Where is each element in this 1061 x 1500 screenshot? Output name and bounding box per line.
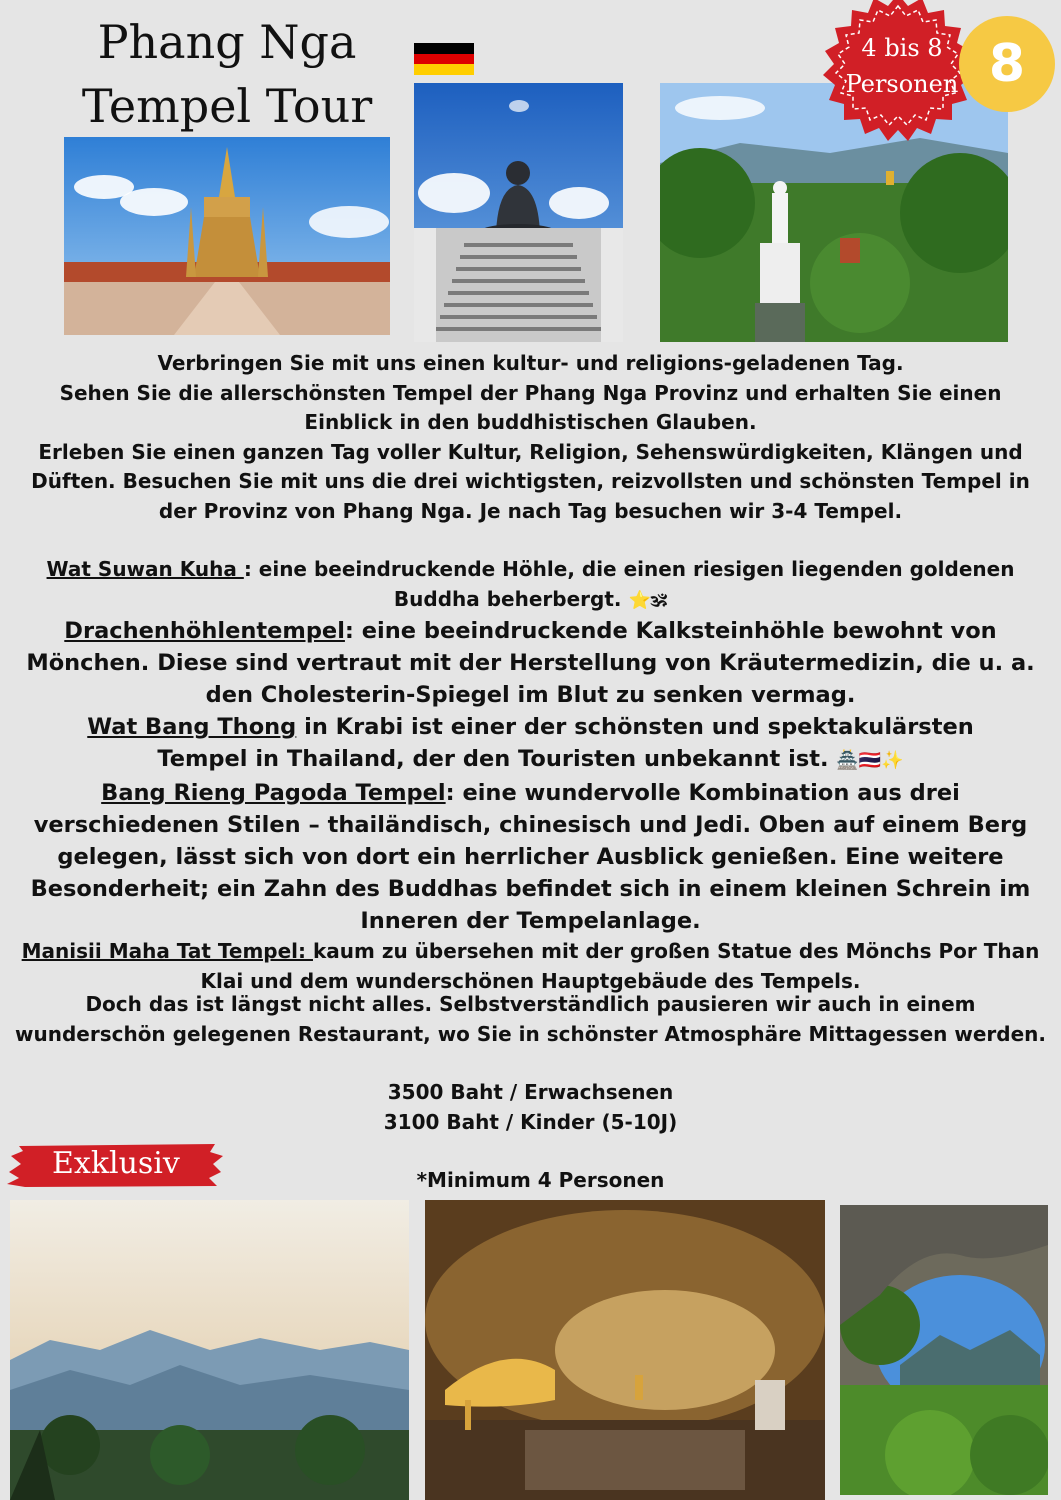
closing-text: Doch das ist längst nicht alles. Selbstverständlich pausieren wir auch in einem wunderschön gelegenen Restaurant, wo Sie in schönster Atmosphäre Mittagessen werden. — [15, 992, 1046, 1046]
mountain-view-photo — [10, 1200, 409, 1500]
price-list — [10, 1078, 1051, 1137]
monk-statue-photo — [414, 83, 623, 342]
temple-item — [10, 711, 1051, 777]
intro-line1: Verbringen Sie mit uns einen kultur- und religions-geladenen Tag. — [157, 351, 904, 375]
star-om-emoji-icon: ⭐🕉 — [628, 589, 668, 611]
temple-item — [10, 615, 1051, 711]
temple-name: Bang Rieng Pagoda Tempel — [101, 780, 446, 806]
intro-line3: Erleben Sie einen ganzen Tag voller Kultur, Religion, Sehenswürdigkeiten, Klängen und Düften. Besuchen Sie mit uns die drei wichtigsten, reizvollsten und schönsten Tempel in der Provinz von Phang Nga. Je nach Tag besuchen wir 3-4 Tempel. — [31, 439, 1030, 523]
temple-description: : eine beeindruckende Kalksteinhöhle bewohnt von Mönchen. Diese sind vertraut mit der Herstellung von Kräutermedizin, die u. a. den Cholesterin-Spiegel im Blut zu senken vermag. — [26, 618, 1035, 708]
temple-description: kaum zu übersehen mit der großen Statue des Mönchs Por Than Klai und dem wunderschönen Hauptgebäude des Tempels. — [200, 939, 1040, 993]
temple-name: Wat Bang Thong — [87, 714, 297, 740]
germany-flag-icon — [414, 43, 474, 75]
intro-line2: Sehen Sie die allerschönsten Tempel der Phang Nga Provinz und erhalten Sie einen Einblick in den buddhistischen Glauben. — [59, 380, 1002, 434]
price-children: 3100 Baht / Kinder (5-10J) — [383, 1109, 678, 1134]
tour-number-badge: 8 — [959, 16, 1055, 112]
cave-buddha-photo — [425, 1200, 825, 1500]
group-size-badge — [818, 0, 978, 152]
group-size-line2: Personen — [845, 70, 959, 98]
temple-description: : eine wundervolle Kombination aus drei verschiedenen Stilen – thailändisch, chinesisch und Jedi. Oben auf einem Berg gelegen, lässt sich von dort ein herrlicher Ausblick genießen. Eine weitere Besonderheit; ein Zahn des Buddhas befindet sich in einem kleinen Schrein im Inneren der Tempelanlage. — [30, 780, 1031, 934]
group-size-line1: 4 bis 8 — [861, 34, 943, 62]
page-title: Phang Nga Tempel Tour — [81, 15, 373, 133]
temple-name: Wat Suwan Kuha — [46, 557, 244, 581]
price-adults: 3500 Baht / Erwachsenen — [387, 1080, 674, 1104]
cave-opening-photo — [840, 1205, 1048, 1495]
temple-item — [10, 937, 1051, 996]
temple-name: Manisii Maha Tat Tempel: — [21, 939, 313, 963]
pagoda-photo — [64, 137, 390, 335]
temple-item — [10, 777, 1051, 937]
temple-description: in Krabi ist einer der schönsten und spektakulärsten Tempel in Thailand, der den Touristen unbekannt ist. — [157, 714, 974, 772]
exklusiv-ribbon — [5, 1140, 227, 1190]
temple-description: : eine beeindruckende Höhle, die einen riesigen liegenden goldenen Buddha beherbergt. — [243, 557, 1015, 611]
temple-list — [10, 555, 1051, 996]
minimum-persons: *Minimum 4 Personen — [416, 1168, 665, 1192]
temple-name: Drachenhöhlentempel — [64, 618, 345, 644]
temple-thai-flag-sparkles-emoji-icon: 🏯🇹🇭✨ — [836, 750, 904, 771]
temple-item — [10, 555, 1051, 615]
intro-text — [10, 349, 1051, 526]
exklusiv-label: Exklusiv — [52, 1146, 180, 1181]
